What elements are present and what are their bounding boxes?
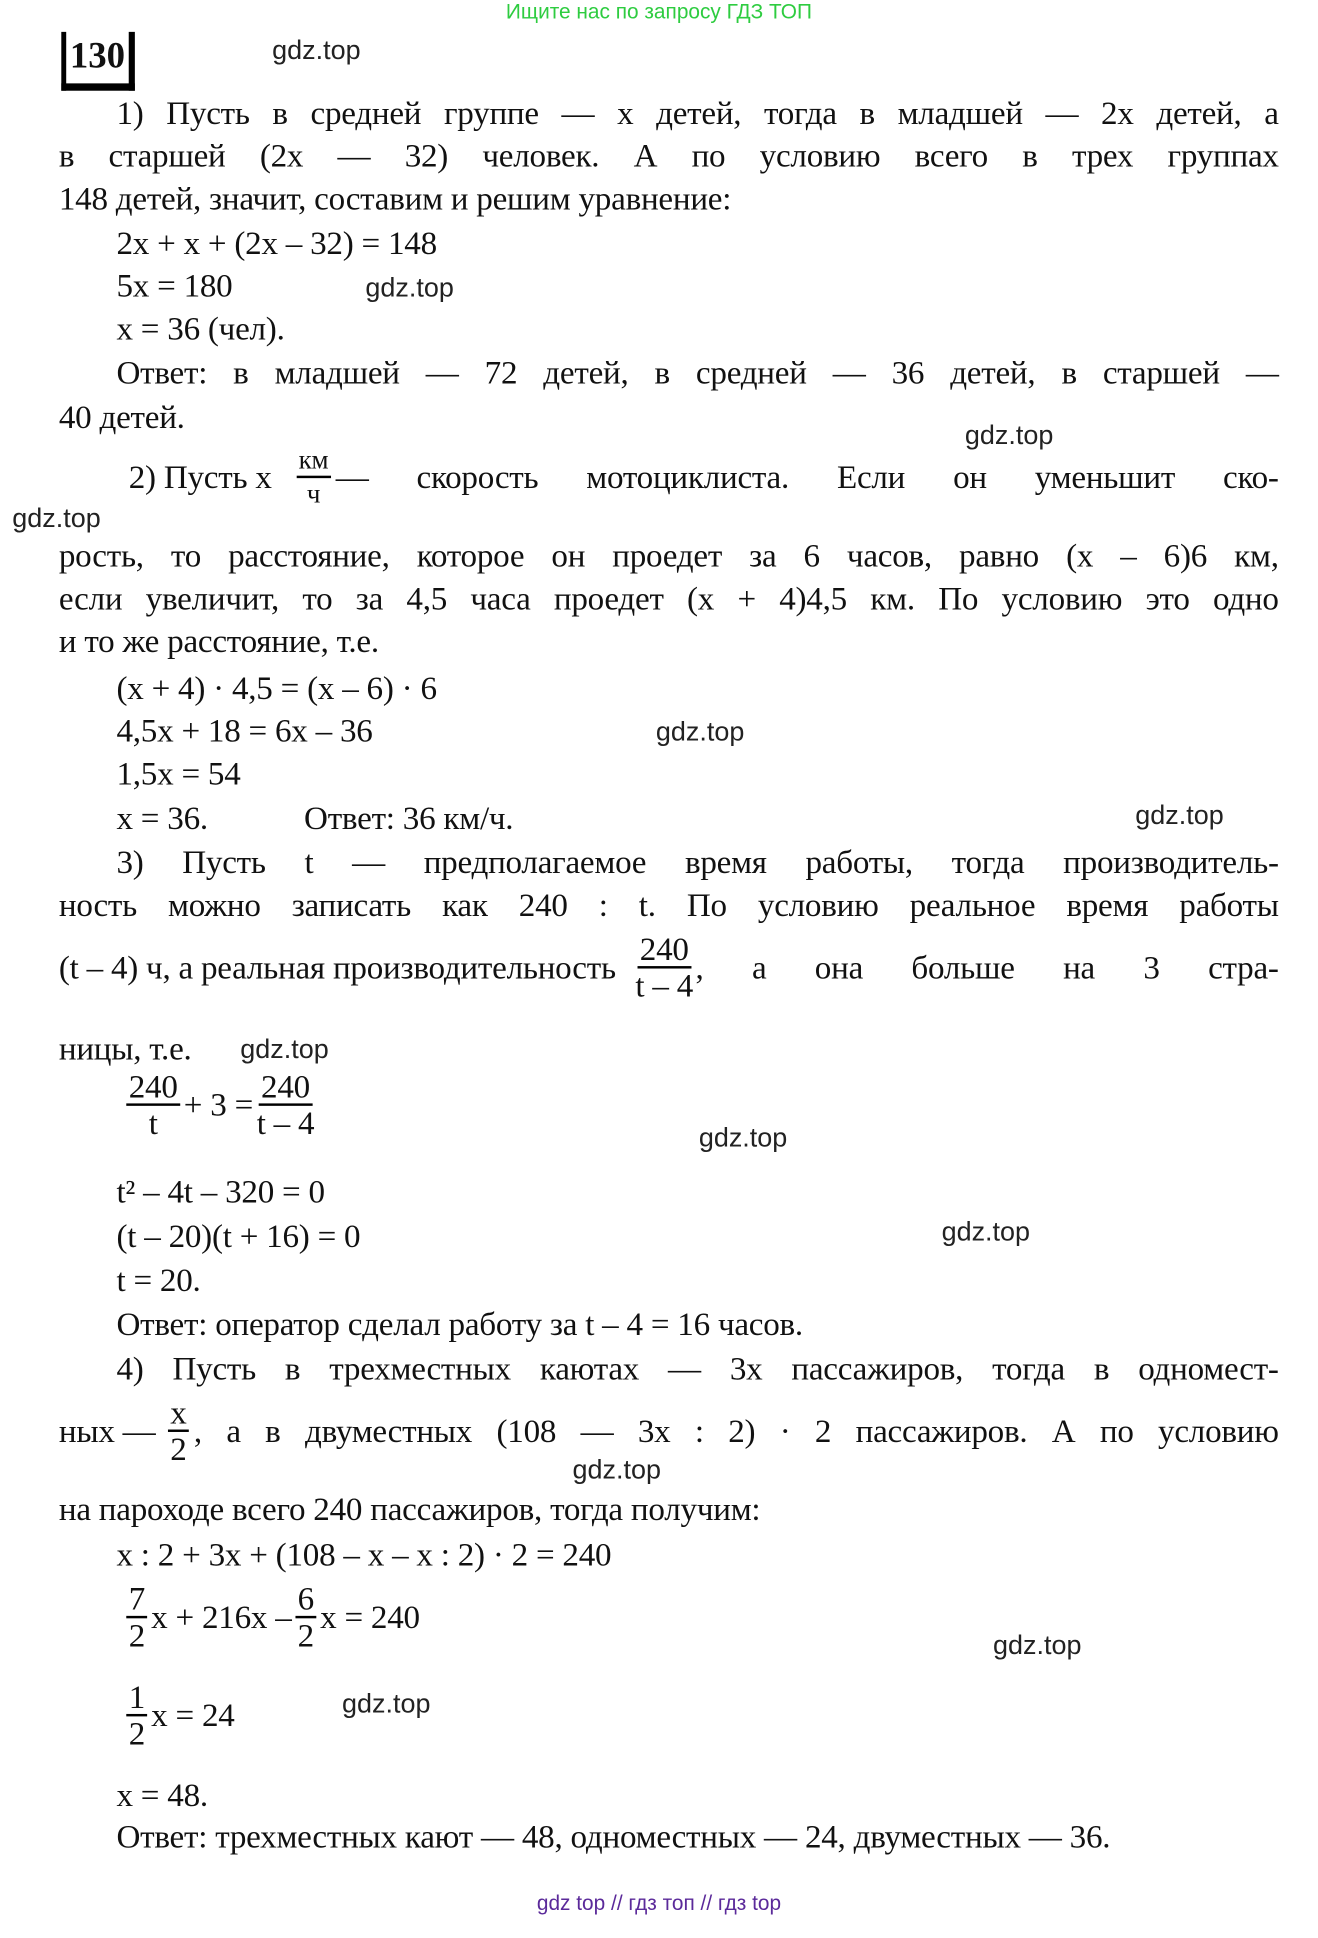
watermark: gdz.top: [272, 34, 361, 65]
equation: [123, 1069, 318, 1140]
text-line: рость, то расстояние, которое он проедет за 6 часов, равно (x – 6)6 км,: [58, 536, 1279, 574]
text-line: [59, 932, 1279, 1003]
equation: [123, 1582, 420, 1653]
equation: t = 20.: [116, 1261, 201, 1299]
equation: 4,5x + 18 = 6x – 36: [116, 712, 373, 750]
fraction: [257, 1069, 315, 1140]
answer-line: Ответ: оператор сделал работу за t – 4 = 16 часов.: [116, 1305, 803, 1343]
numerator: x: [168, 1395, 189, 1432]
watermark: gdz.top: [964, 419, 1054, 450]
equation: 5x = 180: [116, 267, 233, 305]
footer-links[interactable]: gdz top // гдз топ // гдз top: [536, 1891, 782, 1916]
text: x = 24: [151, 1696, 235, 1734]
text: — скорость мотоциклиста. Если он уменьшит ско-: [335, 458, 1279, 496]
fraction: [296, 444, 331, 510]
fraction: [168, 1395, 189, 1466]
equation: x = 36 (чел).: [116, 310, 285, 347]
numerator: 240: [259, 1069, 313, 1106]
text-line: [59, 1395, 1279, 1466]
equation: 1,5x = 54: [116, 755, 241, 792]
numerator: 240: [637, 932, 691, 969]
answer-line: Ответ: в младшей — 72 детей, в средней — 36 детей, в старшей —: [116, 354, 1279, 392]
text-line: 4) Пусть в трехместных каютах — 3x пассажиров, тогда в одномест-: [116, 1349, 1279, 1387]
problem-number: 130: [61, 32, 135, 91]
numerator: 6: [295, 1582, 316, 1619]
fraction: [126, 1680, 147, 1751]
equation: x : 2 + 3x + (108 – x – x : 2) · 2 = 240: [116, 1536, 612, 1573]
text: x = 240: [320, 1598, 420, 1636]
text-line: [129, 444, 1279, 510]
watermark: gdz.top: [1135, 799, 1224, 831]
numerator: 7: [126, 1582, 147, 1619]
text: + 3 =: [183, 1086, 254, 1124]
text-line: и то же расстояние, т.е.: [58, 622, 379, 660]
numerator: 1: [126, 1680, 147, 1717]
denominator: 2: [297, 1617, 314, 1654]
text: , а она больше на 3 стра-: [695, 948, 1279, 986]
text: x + 216x –: [151, 1598, 292, 1636]
watermark: gdz.top: [365, 272, 454, 303]
watermark: gdz.top: [240, 1033, 329, 1065]
text: 2) Пусть x: [128, 458, 272, 496]
watermark: gdz.top: [993, 1629, 1082, 1661]
text: , а в двуместных (108 — 3x : 2) · 2 пассажиров. А по условию: [193, 1412, 1279, 1450]
text: ных —: [58, 1412, 156, 1450]
text-line: 1) Пусть в средней группе — x детей, тогда в младшей — 2x детей, а: [116, 94, 1279, 132]
watermark: gdz.top: [698, 1121, 788, 1153]
equation: 2x + x + (2x – 32) = 148: [116, 224, 437, 262]
text-line: если увеличит, то за 4,5 часа проедет (x + 4)4,5 км. По условию это одно: [58, 579, 1279, 617]
denominator: t: [148, 1104, 158, 1142]
equation: x = 48.: [116, 1776, 208, 1814]
text-line: 3) Пусть t — предполагаемое время работы, тогда производитель-: [116, 843, 1279, 881]
text-line: ницы, т.е.: [58, 1029, 192, 1067]
text-line: 148 детей, значит, составим и решим уравнение:: [58, 180, 732, 218]
text: (t – 4) ч, а реальная производительность: [58, 948, 616, 986]
header-banner[interactable]: Ищите нас по запросу ГДЗ ТОП: [505, 0, 813, 24]
answer-line: Ответ: 36 км/ч.: [304, 799, 514, 837]
denominator: 2: [170, 1430, 187, 1468]
fraction: [635, 932, 693, 1003]
watermark: gdz.top: [941, 1216, 1031, 1247]
equation: [123, 1680, 235, 1751]
fraction: [126, 1582, 147, 1653]
equation: x = 36.: [116, 799, 208, 837]
denominator: t – 4: [635, 967, 694, 1005]
watermark: gdz.top: [12, 502, 101, 534]
equation: t² – 4t – 320 = 0: [116, 1173, 325, 1211]
numerator: 240: [126, 1069, 180, 1106]
watermark: gdz.top: [342, 1688, 431, 1719]
fraction: [126, 1069, 180, 1140]
equation: (x + 4) · 4,5 = (x – 6) · 6: [116, 669, 437, 707]
fraction: [295, 1582, 316, 1653]
denominator: ч: [306, 478, 321, 509]
answer-line: Ответ: трехместных кают — 48, одноместных — 24, двуместных — 36.: [116, 1818, 1111, 1855]
watermark: gdz.top: [655, 715, 745, 747]
denominator: t – 4: [256, 1104, 315, 1142]
answer-line: 40 детей.: [58, 398, 185, 436]
text-line: ность можно записать как 240 : t. По условию реальное время работы: [58, 886, 1279, 924]
equation: (t – 20)(t + 16) = 0: [116, 1217, 361, 1255]
denominator: 2: [128, 1617, 146, 1654]
watermark: gdz.top: [572, 1454, 662, 1485]
text-line: на пароходе всего 240 пассажиров, тогда получим:: [58, 1490, 761, 1528]
text-line: в старшей (2x — 32) человек. А по условию всего в трех группах: [58, 137, 1279, 175]
numerator: км: [296, 444, 331, 478]
denominator: 2: [128, 1715, 146, 1752]
